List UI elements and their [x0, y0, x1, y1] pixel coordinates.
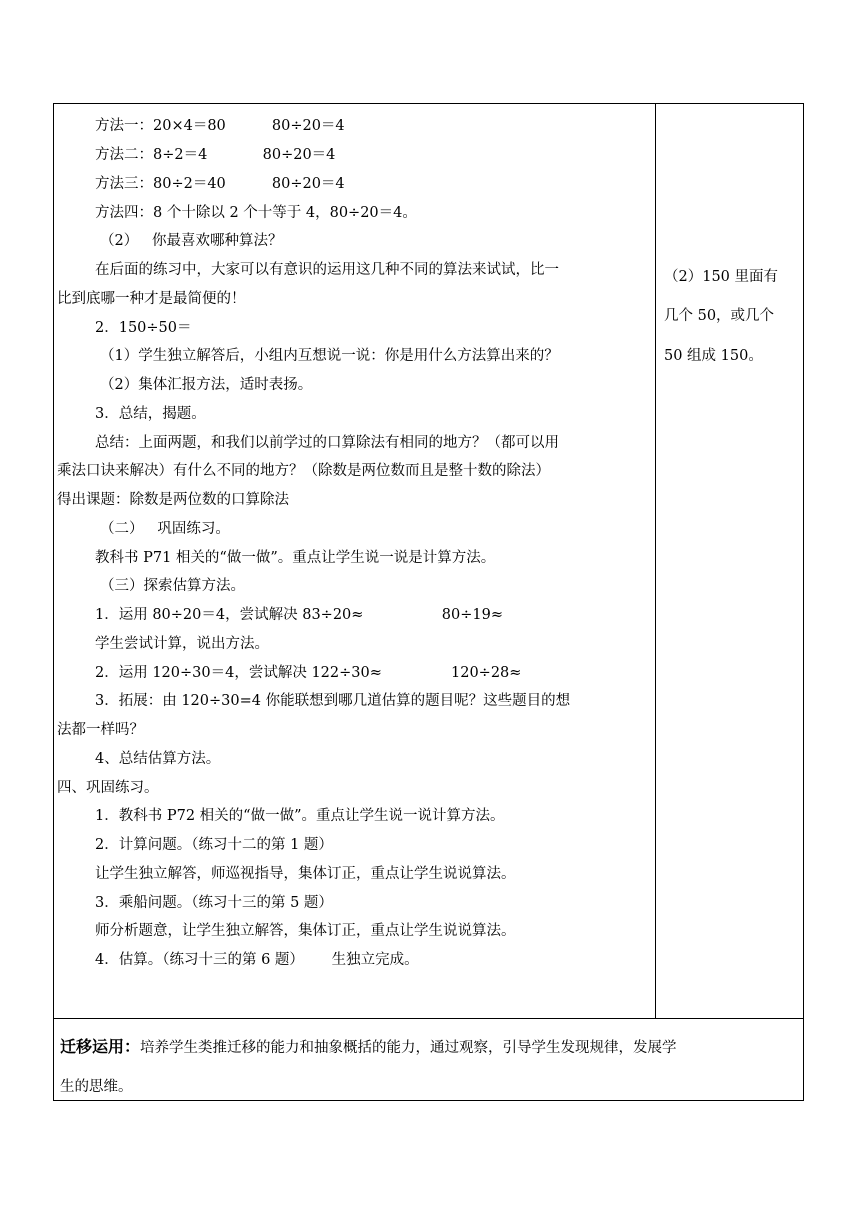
text-line: 4．估算。（练习十三的第 6 题） 生独立完成。	[95, 952, 419, 968]
section-label: 迁移运用：	[60, 1037, 141, 1056]
text-line: 学生尝试计算，说出方法。	[95, 636, 269, 652]
text-line: 3．拓展：由 120÷30=4 你能联想到哪几道估算的题目呢？这些题目的想	[95, 693, 571, 709]
text-line: 师分析题意，让学生独立解答，集体订正，重点让学生说说算法。	[95, 923, 516, 939]
text-line: 2．150÷50＝	[95, 320, 192, 336]
text-line: 四、巩固练习。	[57, 780, 159, 796]
text-line: 总结：上面两题，和我们以前学过的口算除法有相同的地方？（都可以用	[95, 435, 559, 451]
bottom-text: 培养学生类推迁移的能力和抽象概括的能力，通过观察，引导学生发现规律，发展学	[140, 1040, 677, 1056]
text-line: 2．计算问题。（练习十二的第 1 题）	[95, 837, 333, 853]
text-line: 方法四：8 个十除以 2 个十等于 4，80÷20＝4。	[95, 205, 417, 221]
text-line: （2）集体汇报方法，适时表扬。	[100, 377, 313, 393]
column-divider	[655, 104, 656, 1018]
text-line: 1．运用 80÷20＝4，尝试解决 83÷20≈ 80÷19≈	[95, 607, 503, 623]
text-line: 方法二：8÷2＝4 80÷20＝4	[95, 147, 336, 163]
bottom-line-1	[60, 1038, 677, 1057]
text-line: 3．总结，揭题。	[95, 406, 206, 422]
text-line: 得出课题：除数是两位数的口算除法	[57, 492, 289, 508]
lesson-table	[53, 103, 804, 1101]
text-line: 1．教科书 P72 相关的“做一做”。重点让学生说一说计算方法。	[95, 808, 505, 824]
text-line: 方法一：20×4＝80 80÷20＝4	[95, 118, 345, 134]
text-line: 教科书 P71 相关的“做一做”。重点让学生说一说是计算方法。	[95, 550, 496, 566]
text-line: （三）探索估算方法。	[100, 578, 245, 594]
bottom-line-2: 生的思维。	[60, 1079, 133, 1095]
text-line: （2） 你最喜欢哪种算法？	[100, 233, 283, 249]
note-line: （2）150 里面有	[664, 269, 779, 285]
text-line: 乘法口诀来解决）有什么不同的地方？（除数是两位数而且是整十数的除法）	[57, 463, 550, 479]
row-divider	[54, 1018, 803, 1019]
text-line: （1）学生独立解答后，小组内互想说一说：你是用什么方法算出来的？	[100, 348, 559, 364]
text-line: 2．运用 120÷30＝4，尝试解决 122÷30≈ 120÷28≈	[95, 665, 522, 681]
text-line: 法都一样吗？	[57, 722, 144, 738]
text-line: （二） 巩固练习。	[100, 521, 230, 537]
note-line: 50 组成 150。	[664, 348, 763, 364]
text-line: 让学生独立解答，师巡视指导，集体订正，重点让学生说说算法。	[95, 866, 516, 882]
text-line: 4、总结估算方法。	[95, 751, 221, 767]
text-line: 比到底哪一种才是最简便的！	[57, 291, 246, 307]
text-line: 在后面的练习中，大家可以有意识的运用这几种不同的算法来试试，比一	[95, 262, 559, 278]
text-line: 方法三：80÷2＝40 80÷20＝4	[95, 176, 345, 192]
text-line: 3．乘船问题。（练习十三的第 5 题）	[95, 895, 333, 911]
note-line: 几个 50，或几个	[664, 308, 775, 324]
